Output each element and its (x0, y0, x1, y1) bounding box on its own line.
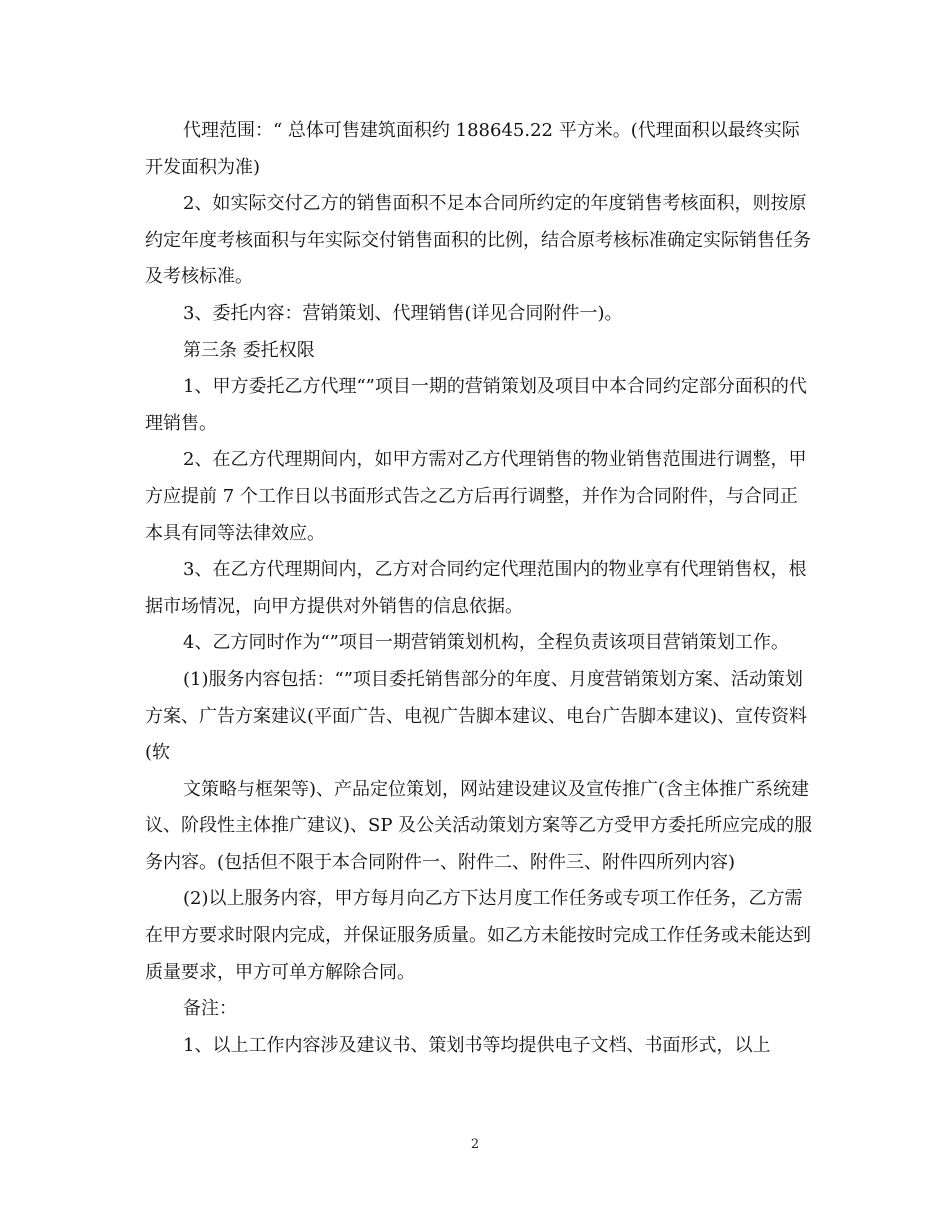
paragraph-remarks-heading: 备注： (183, 998, 237, 1020)
paragraph-service-scope-1: (1)服务内容包括：“”项目委托销售部分的年度、月度营销策划方案、活动策划方案、广告方案建议(平面广告、电视广告脚本建议、电台广告脚本建议)、宣传资料(软 (145, 668, 808, 764)
paragraph-remarks-1: 1、以上工作内容涉及建议书、策划书等均提供电子文档、书面形式，以上 (183, 1034, 771, 1056)
paragraph-authority-4: 4、乙方同时作为“”项目一期营销策划机构，全程负责该项目营销策划工作。 (183, 632, 789, 654)
paragraph-area-shortfall: 2、如实际交付乙方的销售面积不足本合同所约定的年度销售考核面积，则按原约定年度考核面积与年实际交付销售面积的比例，结合原考核标准确定实际销售任务及考核标准。 (145, 193, 811, 288)
paragraph-authority-2: 2、在乙方代理期间内，如甲方需对乙方代理销售的物业销售范围进行调整，甲方应提前 7 个工作日以书面形式告之乙方后再行调整，并作为合同附件，与合同正本具有同等法律效应。 (145, 449, 807, 544)
paragraph-agency-scope: 代理范围：“ 总体可售建筑面积约 188645.22 平方米。(代理面积以最终实际开发面积为准) (145, 120, 800, 178)
page-number: 2 (470, 1137, 480, 1152)
paragraph-commission-content: 3、委托内容：营销策划、代理销售(详见合同附件一)。 (183, 302, 623, 324)
paragraph-service-scope-2: (2)以上服务内容，甲方每月向乙方下达月度工作任务或专项工作任务，乙方需在甲方要求时限内完成，并保证服务质量。如乙方未能按时完成工作任务或未能达到质量要求，甲方可单方解除合同。 (145, 888, 811, 983)
document-body (145, 113, 813, 1064)
paragraph-service-scope-1-continued: 文策略与框架等)、产品定位策划，网站建设建议及宣传推广(含主体推广系统建议、阶段性主体推广建议)、SP 及公关活动策划方案等乙方受甲方委托所应完成的服务内容。(包括但不限于本合同附件一、附件二、附件三、附件四所列内容) (145, 778, 813, 873)
paragraph-authority-3: 3、在乙方代理期间内，乙方对合同约定代理范围内的物业享有代理销售权，根据市场情况，向甲方提供对外销售的信息依据。 (145, 559, 807, 617)
paragraph-authority-1: 1、甲方委托乙方代理“”项目一期的营销策划及项目中本合同约定部分面积的代理销售。 (145, 376, 807, 434)
section-heading-article-3: 第三条 委托权限 (183, 339, 315, 361)
